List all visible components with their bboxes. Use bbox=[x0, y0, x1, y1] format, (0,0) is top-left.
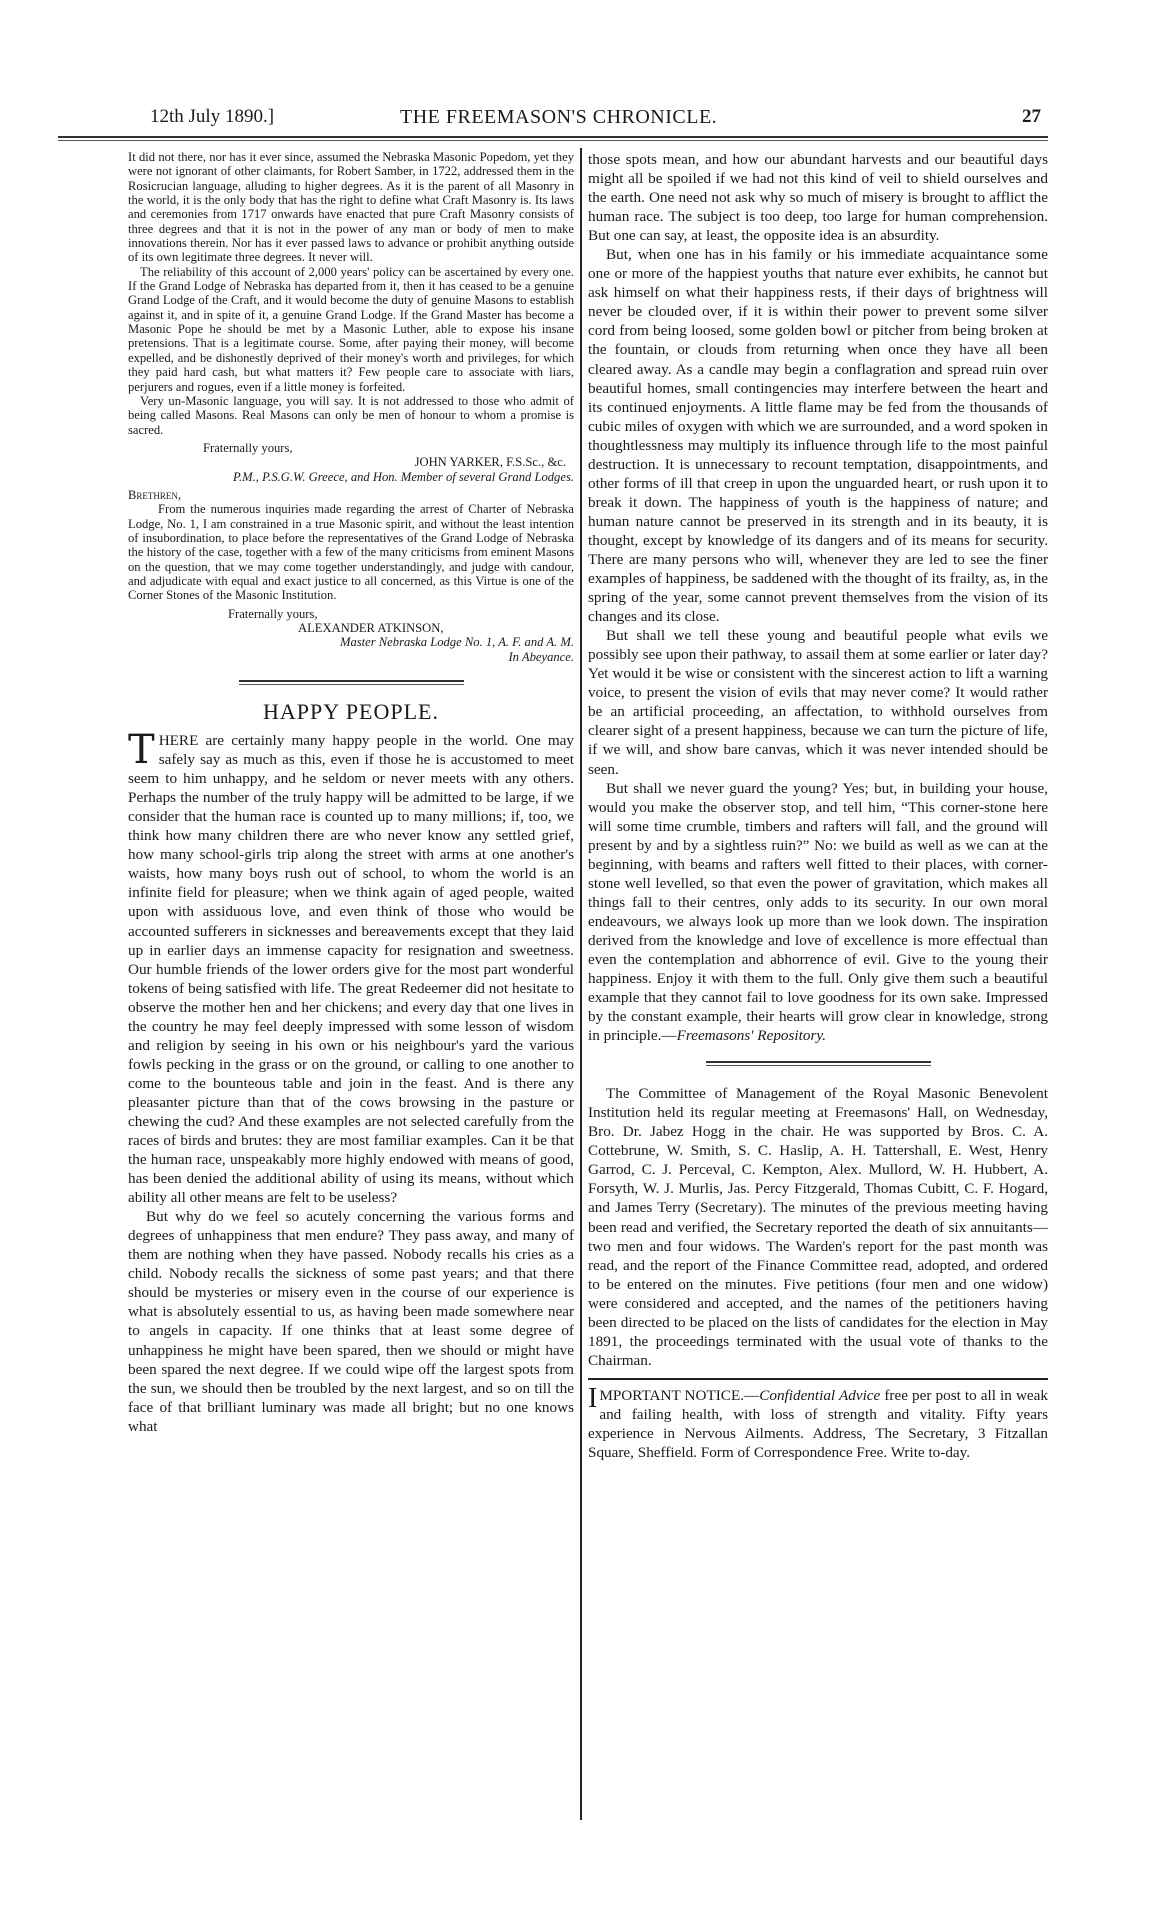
letter-closing: Fraternally yours, bbox=[203, 440, 293, 455]
yarker-letter bbox=[128, 150, 574, 664]
header-rule bbox=[58, 136, 1048, 141]
letter2-signature: ALEXANDER ATKINSON, bbox=[298, 621, 444, 635]
article-source: Freemasons' Repository. bbox=[676, 1027, 827, 1045]
section-separator bbox=[706, 1061, 931, 1066]
letter-paragraph: The reliability of this account of 2,000 years' policy can be ascertained by every one. If the Grand Lodge of Nebraska has departed from it, then it has ceased to be a genuine Grand Lodge of the Craft, and it would become the duty of genuine Masons to establish against it, and in spite of it, a genuine Grand Lodge. If the Grand Master has become a Masonic Pope he should be met by a Masonic Luther, able to expose his insane pretensions. That is a legitimate course. Some, after paying their money, will become expelled, and be dishonestly deprived of their money's worth and privileges, for which they paid hard cash, but what matters it? Few people care to associate with liars, perjurers and rogues, even if a little money is forfeited. bbox=[128, 264, 574, 394]
letter2-salutation: Brethren, bbox=[128, 487, 182, 502]
article-paragraph: But, when one has in his family or his immediate acquaintance some one or more of the happiest youths that nature ever exhibits, he cannot but ask himself on what their happiness rests, if their days of brightness will never be clouded over, if it is within their power to prevent some silver cord from being loosed, some golden bowl or pitcher from being broken at the fountain, or clouds from returning when once they have all been cleared away. As a candle may begin a conflagration and spread ruin over beautiful homes, small contingencies may interfere between the heart and its continued enjoyments. A little flame may be fed from the thousands of cubic miles of oxygen with which we are surrounded, and a word spoken in thoughtlessness may multiply its influence through life to the most painful destruction. It is unnecessary to recount temptation, disappointments, and other forms of ill that creep in upon the unguarded heart, or rush upon it to break it down. The happiness of youth is the happiness of nature; and human nature cannot be preserved in its strength and in its beauty, it is thought, except by knowledge of its dangers and of its means for security. There are many persons who will, whenever they are led to see the finer examples of happiness, be saddened with the thought of its frailty, as, in the spring of the year, some cannot prevent themselves from the vision of its changes and its close. bbox=[588, 246, 1048, 626]
letter2-paragraph: From the numerous inquiries made regarding the arrest of Charter of Nebraska Lodge, No. 1, I am constrained in a true Masonic spirit, and without the least intention of insubordination, to place before the representatives of the Grand Lodge of Nebraska the history of the case, together with a few of the many criticisms from eminent Masons on the question, that we may come together understandingly, and judge with candour, and adjudicate with equal and exact justice to all concerned, as this Virtue is one of the Corner Stones of the Masonic Institution. bbox=[128, 502, 574, 603]
page-number: 27 bbox=[1022, 106, 1041, 127]
article-paragraph: THERE are certainly many happy people in the world. One may safely say as much as this, even if those he is accustomed to meet seem to him unhappy, and he seldom or never meets with any others. Perhaps the number of the truly happy will be admitted to be large, if we consider that the human race is counted up to many millions; if, too, we think how many children there are who never know any settled grief, how many school-girls trip along the street with arms at one another's waists, how many boys rush out of school, to whom the world is an infinite field for pleasure; when we think again of aged people, waited upon with assiduous love, and even think of those who would be accounted sufferers in sicknesses and bereavements except that they laid up in earlier days an immense capacity for resignation and sweetness. Our humble friends of the lower orders give for the most part wonderful tokens of being satisfied with life. The great Redeemer did not hesitate to observe the mother hen and her chickens; and every day that one lives in the country he may feel deeply impressed with some lesson of wisdom and religion by seeing in his own or his neighbour's yard the various fowls pecking in the grass or on the ground, or calling to one another to come to the bounteous table and join in the feast. And is there any pleasanter picture than that of the cows browsing in the pasture or chewing the cud? And these examples are not selected carefully from the races of birds and brutes: they are most familiar examples. Can it be that the human race, unspeakably more highly endowed with means of good, has been denied the additional ability of using its means, without which ability all other means are felt to be useless? bbox=[128, 727, 574, 1207]
article-paragraph: But shall we never guard the young? Yes; but, in building your house, would you make the observer stop, and tell him, “This corner-stone here will some time crumble, timbers and rafters will fall, and the ground will present by and by a sightless ruin?” No: we build as well as we can at the beginning, with beams and rafters well fitted to their places, with corner-stone well levelled, so that even the power of gravitation, which makes all things fall to their centres, only adds to its security. In our own moral endeavours, we always look up more than we look down. The inspiration derived from the knowledge and love of excellence is more effectual than even the contemplation and abhorrence of evil. Give to the young their happiness. Enjoy it with them to the full. Only give them such a beautiful example that they cannot fail to love goodness for its own sake. Impressed by the constant example, their hearts will grow clear in knowledge, strong in principle.—Freemasons' Repository. bbox=[588, 779, 1048, 1045]
notice-drop-cap: I bbox=[588, 1382, 598, 1414]
letter-paragraph: It did not there, nor has it ever since, assumed the Nebraska Masonic Popedom, yet they were not ignorant of other claimants, for Robert Samber, in 1722, addressed them in the Rosicrucian language, alluding to higher degrees. As it is the parent of all Masonry in the world, it is the only body that has the right to define what Craft Masonry is. Its laws and ceremonies from 1717 onwards have enacted that pure Craft Masonry consists of three degrees and that it is not in the power of any man or body of men to make innovations therein. Nor has it ever passed laws to advance or prohibit anything outside of its own legitimate three degrees. It never will. bbox=[128, 150, 574, 265]
article-paragraph: those spots mean, and how our abundant harvests and our beautiful days might all be spoiled if we had not this kind of veil to shield ourselves and the earth. One need not ask why so much of misery is brought to afflict the human race. The subject is too deep, too large for human comprehension. But one can say, at least, the opposite idea is an absurdity. bbox=[588, 151, 1048, 245]
right-column bbox=[588, 150, 1048, 1462]
publication-title: THE FREEMASON'S CHRONICLE. bbox=[400, 106, 718, 128]
committee-paragraph: The Committee of Management of the Royal Masonic Benevolent Institution held its regular meeting at Freemasons' Hall, on Wednesday, Bro. Dr. Jabez Hogg in the chair. He was supported by Bros. C. A. Cottebrune, W. Smith, S. C. Haslip, A. H. Tattershall, E. West, Henry Garrod, C. J. Perceval, C. Kempton, Alex. Mullord, W. H. Hubbert, A. Forsyth, W. J. Murlis, Jas. Percy Fitzgerald, Thomas Cubitt, C. F. Hogard, and James Terry (Secretary). The minutes of the previous meeting having been read and verified, the Secretary reported the death of six annuitants—two men and four widows. The Warden's report for the past month was read, and the report of the Finance Committee read, adopted, and ordered to be entered on the minutes. Five petitions (four men and one widow) were considered and accepted, and the names of the petitioners having been directed to be placed on the lists of candidates for the election in May 1891, the proceedings terminated with the usual vote of thanks to the Chairman. bbox=[588, 1085, 1048, 1369]
important-notice: IMPORTANT NOTICE.—Confidential Advice free per post to all in weak and failing health, with loss of strength and vitality. Fifty years experience in Nervous Ailments. Address, The Secretary, 3 Fitzallan Square, Sheffield. Form of Correspondence Free. Write to-day. bbox=[588, 1382, 1048, 1462]
letter2-signature-title: Master Nebraska Lodge No. 1, A. F. and A. M. bbox=[339, 635, 574, 650]
letter2-signature-note: In Abeyance. bbox=[508, 649, 574, 664]
article-paragraph: But shall we tell these young and beautiful people what evils we possibly see upon their pathway, to assail them at some earlier or later day? Yet would it be wise or consistent with the sincerest action to lift a warning voice, to present the vision of evils that may never come? It would rather be an artificial proceeding, an affectation, to withhold ourselves from clearer sight of a present happiness, because we can turn the picture of life, if we will, and show bare canvas, which it was never intended should be seen. bbox=[588, 627, 1048, 778]
left-column bbox=[128, 150, 574, 1436]
article-paragraph: But why do we feel so acutely concerning the various forms and degrees of unhappiness that men endure? They pass away, and many of them are nothing when they have passed. Nobody recalls his cries as a child. Nobody recalls the sickness of some past years; and that there should be mysteries or misery even in the course of our experience is what is absolutely essential to us, as having been made somewhere near to angels in capacity. If one thinks that at least some degree of unhappiness he might have been spared, then we should or might have been spared the next degree. If we could wipe off the largest spots from the sun, we should then be troubled by the next largest, and so on till the face of that brilliant luminary was made all bright; but no one knows what bbox=[128, 1208, 574, 1435]
column-divider bbox=[580, 148, 582, 1820]
issue-date: 12th July 1890.] bbox=[150, 106, 275, 127]
article-body bbox=[128, 727, 574, 1436]
page-header bbox=[130, 106, 1046, 132]
letter-signature: JOHN YARKER, F.S.Sc., &c. bbox=[414, 455, 566, 470]
letter-paragraph: Very un-Masonic language, you will say. It is not addressed to those who admit of being called Masons. Real Masons can only be men of honour to whom a promise is sacred. bbox=[128, 393, 574, 437]
article-title: HAPPY PEOPLE. bbox=[263, 699, 439, 725]
letter2-closing: Fraternally yours, bbox=[228, 606, 318, 621]
drop-cap: T bbox=[128, 727, 155, 774]
letter-signature-title: P.M., P.S.G.W. Greece, and Hon. Member of several Grand Lodges. bbox=[232, 469, 574, 484]
section-separator bbox=[239, 680, 464, 685]
notice-rule bbox=[588, 1378, 1048, 1380]
